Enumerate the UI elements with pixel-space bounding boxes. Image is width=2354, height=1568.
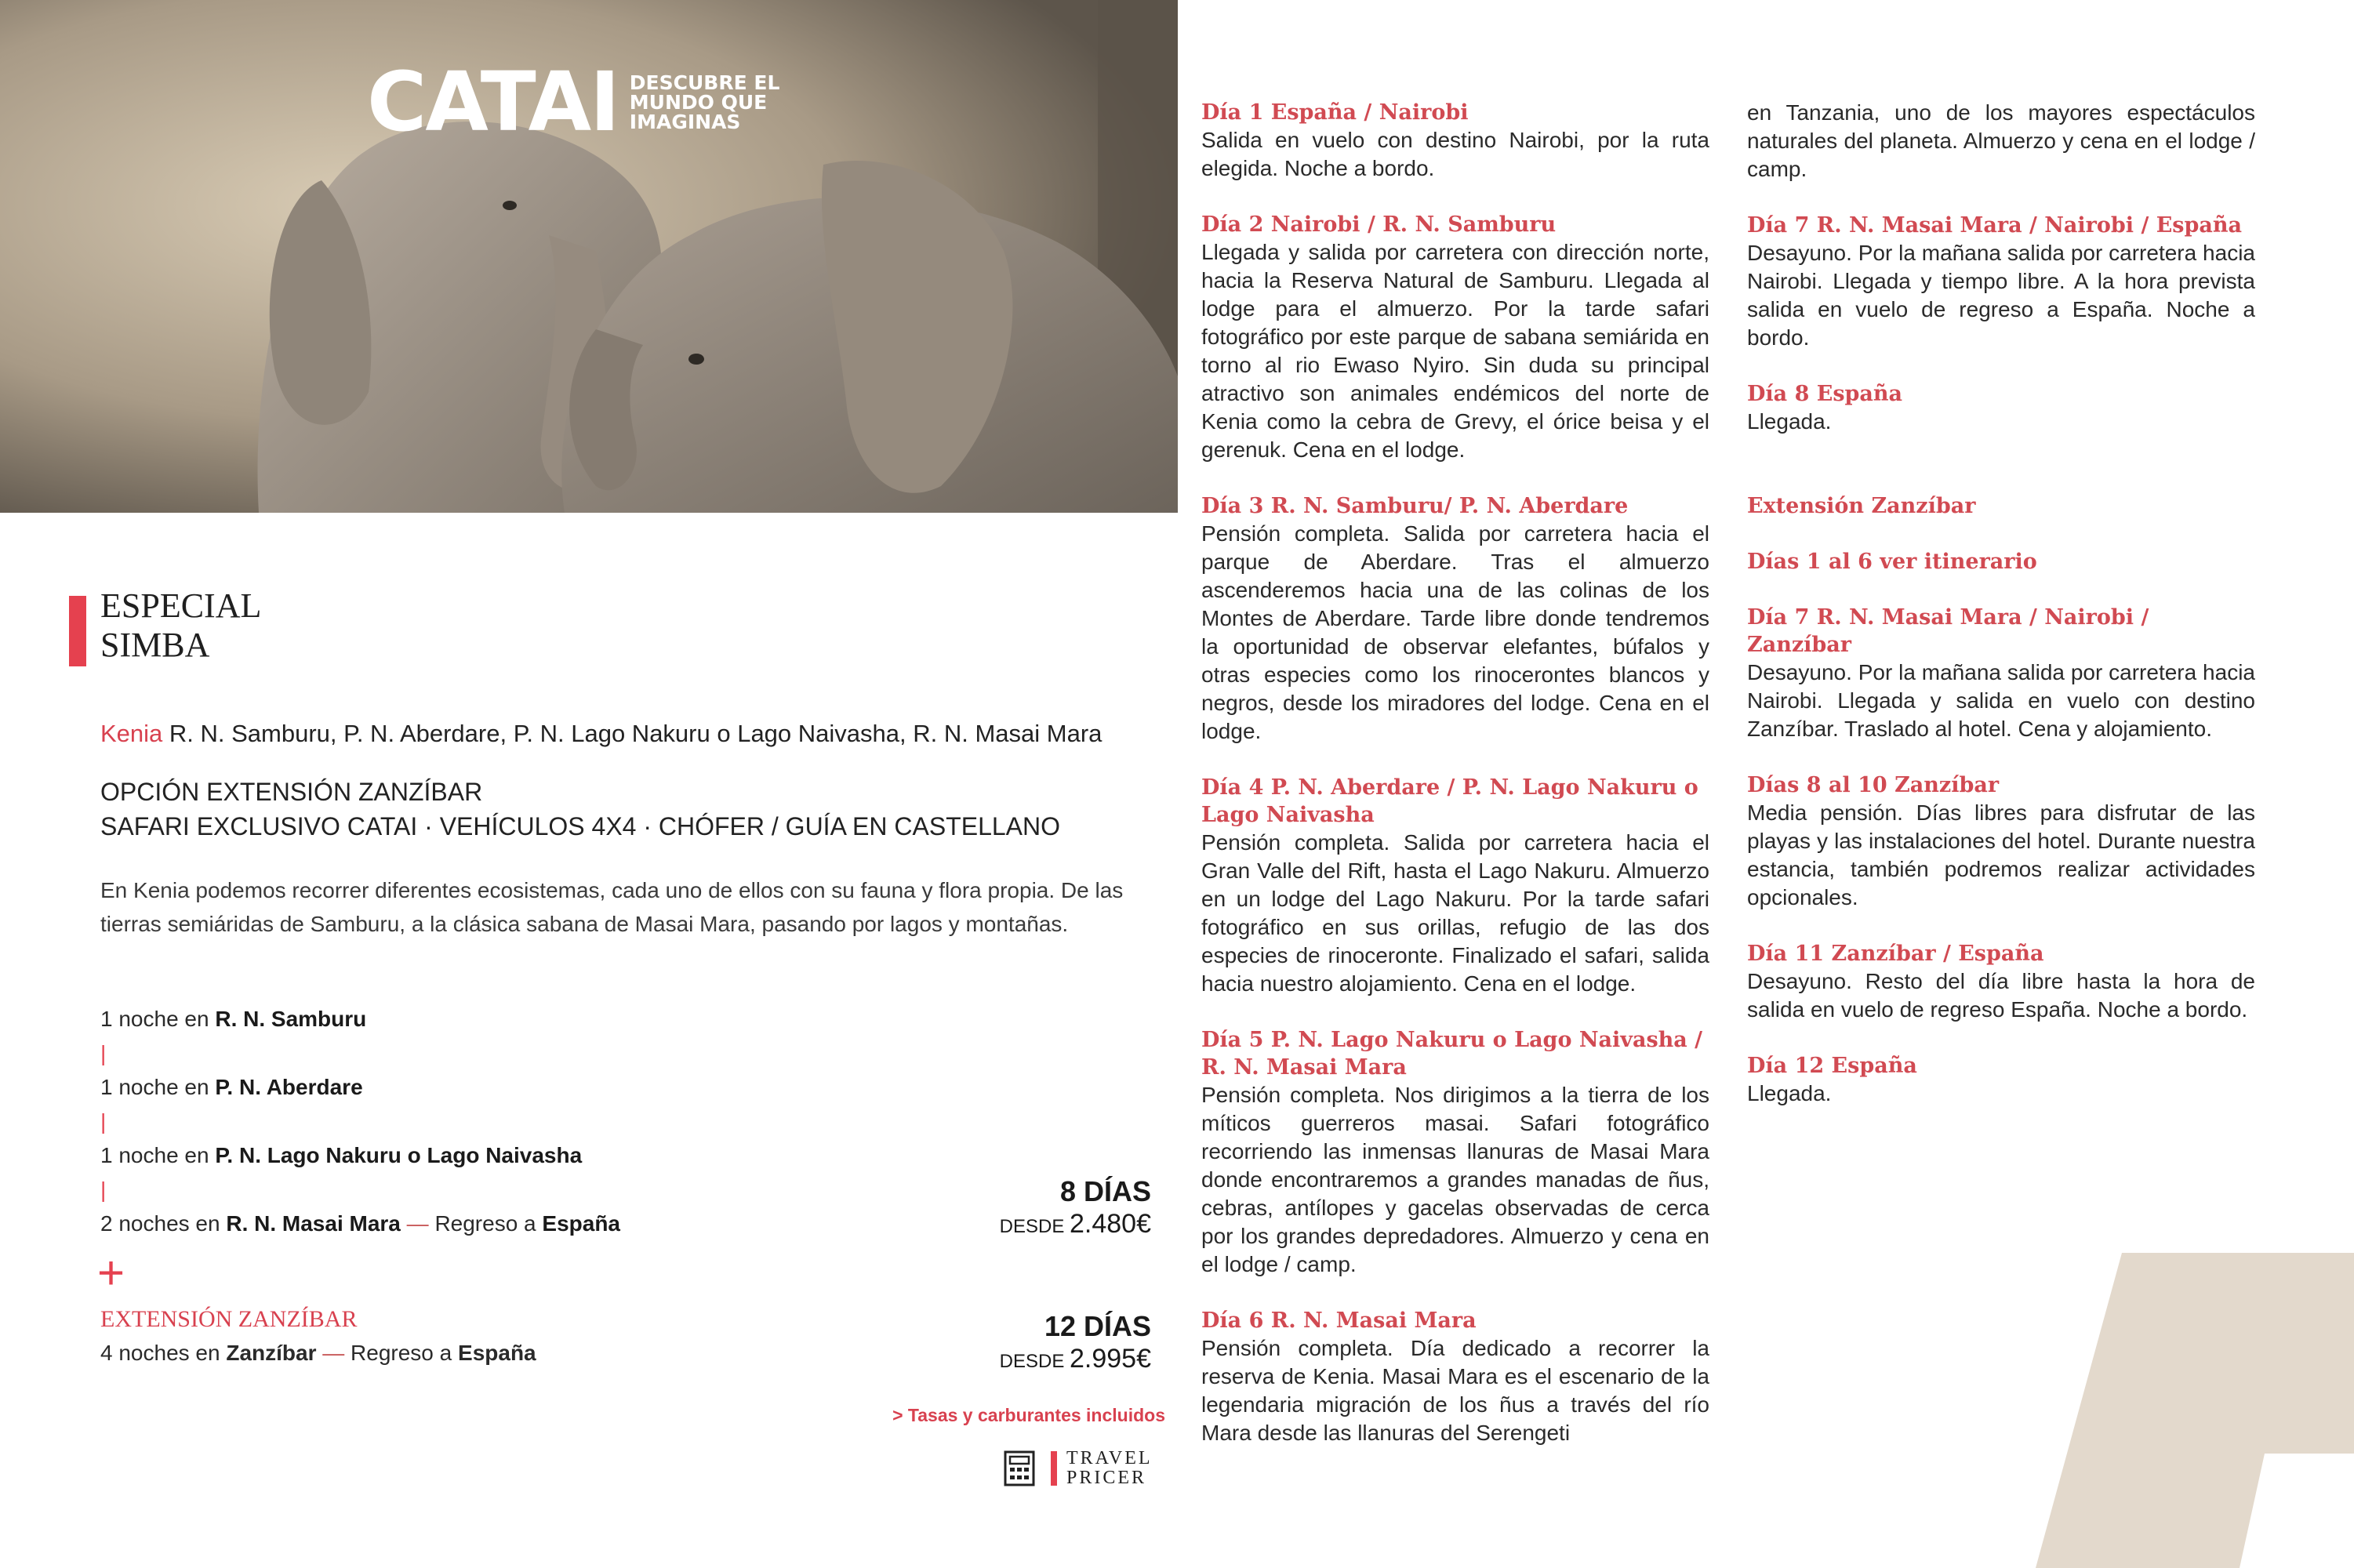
stay-separator: | (100, 1109, 107, 1134)
stay-prefix: 1 noche en (100, 1007, 216, 1031)
taxes-link[interactable]: > Tasas y carburantes incluidos (892, 1405, 1165, 1425)
itinerary-day (1747, 1052, 2255, 1108)
day-title: Día 6 R. N. Masai Mara (1201, 1308, 1477, 1333)
stay-dash: — (316, 1341, 351, 1365)
day-text: Pensión completa. Nos dirigimos a la tierra de los míticos guerreros masai. Safari fotográfico recorriendo las inmensas llanuras de Masai Mara donde encontraremos a grandes manadas de ñus, cebras, antílopes y gacelas observadas de cerca por los grandes depredadores. Almuerzo y cena en el lodge / camp. (1201, 1083, 1709, 1276)
price-block (1000, 1309, 1151, 1374)
day-title: Día 4 P. N. Aberdare / P. N. Lago Nakuru o Lago Naivasha (1201, 775, 1698, 827)
price-from: DESDE (999, 1216, 1070, 1237)
day-text: Llegada. (1747, 409, 1832, 434)
day-title: Día 8 España (1747, 382, 1903, 406)
itinerary-day (1201, 492, 1709, 746)
tagline-line: DESCUBRE EL (629, 71, 780, 94)
day-title: Día 11 Zanzíbar / España (1747, 942, 2044, 966)
stay-item (100, 1070, 620, 1105)
title-line: ESPECIAL (100, 586, 262, 625)
stay-place: R. N. Samburu (215, 1007, 367, 1031)
day-text: Pensión completa. Salida por carretera hacia el Gran Valle del Rift, hasta el Lago Nakuru. Almuerzo en un lodge del Lago Nakuru. Por la tarde safari fotográfico en sus orillas, refugio de las dos especies de rinoceronte. Finalizado el safari, salida hacia nuestro alojamiento. Cena en el lodge. (1201, 830, 1709, 996)
travel-pricer-logo (1004, 1449, 1153, 1488)
pricer-line: PRICER (1066, 1468, 1147, 1488)
day-text: Pensión completa. Salida por carretera hacia el parque de Aberdare. Tras el almuerzo ascenderemos hacia una de las colinas de los Montes de Aberdare. Tarde libre donde tendremos la oportunidad de observar elefantes, búfalos y otras especies como los rinocerontes blancos y negros, desde los miradores del lodge. Cena en el lodge. (1201, 521, 1709, 743)
day-title: Día 7 R. N. Masai Mara / Nairobi / España (1747, 213, 2242, 238)
catai-logo (367, 54, 794, 150)
stays-list (100, 1002, 620, 1241)
route-line (100, 720, 1102, 748)
stay-return: Regreso a (434, 1211, 543, 1236)
stay-item (100, 1207, 620, 1241)
itinerary-day (1201, 211, 1709, 464)
logo-wordmark: CATAI (367, 54, 619, 150)
day-title: Día 5 P. N. Lago Nakuru o Lago Naivasha / R. N. Masai Mara (1201, 1028, 1703, 1080)
day-title: Día 12 España (1747, 1054, 1917, 1078)
price-amount: 2.995€ (1070, 1344, 1151, 1374)
price-days: 12 DÍAS (1044, 1310, 1151, 1342)
plus-icon: + (97, 1247, 125, 1299)
option-line: SAFARI EXCLUSIVO CATAI · VEHÍCULOS 4X4 · CHÓFER / GUÍA EN CASTELLANO (100, 812, 1060, 840)
day-title: Día 1 España / Nairobi (1201, 100, 1469, 125)
stay-place: Zanzíbar (226, 1341, 317, 1365)
itinerary-day (1201, 1307, 1709, 1447)
itinerary-day (1747, 604, 2255, 743)
day-text: Desayuno. Resto del día libre hasta la hora de salida en vuelo de regreso España. Noche a bordo. (1747, 969, 2255, 1022)
itinerary-column-1 (1201, 99, 1709, 1475)
day-title: Extensión Zanzíbar (1747, 494, 1976, 518)
page-title (100, 586, 261, 665)
stay-item (100, 1138, 620, 1173)
itinerary-day (1747, 940, 2255, 1024)
route-country: Kenia (100, 720, 163, 747)
pricer-text (1066, 1449, 1153, 1488)
day-text-continuation: en Tanzania, uno de los mayores espectáculos naturales del planeta. Almuerzo y cena en el lodge / camp. (1747, 100, 2255, 181)
stay-place: P. N. Aberdare (215, 1075, 363, 1099)
pricer-line: TRAVEL (1066, 1448, 1153, 1468)
stay-item (100, 1002, 620, 1036)
stay-separator: | (100, 1178, 107, 1202)
day-title: Día 2 Nairobi / R. N. Samburu (1201, 212, 1557, 237)
day-text: Salida en vuelo con destino Nairobi, por la ruta elegida. Noche a bordo. (1201, 128, 1709, 180)
price-from: DESDE (999, 1351, 1070, 1372)
day-text: Pensión completa. Día dedicado a recorrer la reserva de Kenia. Masai Mara es el escenario de la legendaria migración de los ñus a través del río Mara desde las llanuras del Serengeti (1201, 1336, 1709, 1445)
option-lines (100, 775, 1060, 844)
day-title: Día 7 R. N. Masai Mara / Nairobi / Zanzíbar (1747, 605, 2149, 657)
title-accent-bar (69, 596, 86, 666)
extension-stay (100, 1341, 536, 1366)
decorative-shape (2036, 1253, 2354, 1568)
tagline-line: IMAGINAS (629, 110, 741, 133)
stay-separator: | (100, 1041, 107, 1065)
day-text: Llegada. (1747, 1081, 1832, 1105)
tagline-line: MUNDO QUE (629, 90, 768, 114)
extension-title: EXTENSIÓN ZANZÍBAR (100, 1306, 358, 1332)
itinerary-day (1747, 380, 2255, 436)
price-block (1000, 1174, 1151, 1240)
stay-destination: España (542, 1211, 621, 1236)
day-title: Días 1 al 6 ver itinerario (1747, 550, 2037, 574)
itinerary-day (1201, 1026, 1709, 1279)
stay-prefix: 4 noches en (100, 1341, 227, 1365)
stay-place: P. N. Lago Nakuru o Lago Naivasha (215, 1143, 583, 1167)
stay-prefix: 1 noche en (100, 1075, 216, 1099)
itinerary-day (1201, 774, 1709, 998)
stay-prefix: 2 noches en (100, 1211, 227, 1236)
day-text: Media pensión. Días libres para disfrutar de las playas y las instalaciones del hotel. Durante nuestra estancia, también podremos realizar actividades opcionales. (1747, 800, 2255, 909)
route-places: R. N. Samburu, P. N. Aberdare, P. N. Lago Nakuru o Lago Naivasha, R. N. Masai Mara (162, 720, 1103, 747)
itinerary-day (1201, 99, 1709, 183)
calculator-icon (1004, 1450, 1035, 1486)
day-text: Llegada y salida por carretera con dirección norte, hacia la Reserva Natural de Samburu. Llegada al lodge para el almuerzo. Por la tarde safari fotográfico por este parque de sabana semiárida en torno al rio Ewaso Nyiro. Sin duda su principal atractivo son animales endémicos del norte de Kenia como la cebra de Grevy, el órice beisa y el gerenuk. Cena en el lodge. (1201, 240, 1709, 462)
stay-return: Regreso a (351, 1341, 459, 1365)
day-text: Desayuno. Por la mañana salida por carretera hacia Nairobi. Llegada y tiempo libre. A la hora prevista salida en vuelo de regreso a España. Noche a bordo. (1747, 241, 2255, 350)
stay-destination: España (458, 1341, 536, 1365)
hero-image (0, 0, 1178, 513)
extension-heading (1747, 492, 2255, 520)
price-days: 8 DÍAS (1059, 1175, 1151, 1207)
itinerary-column-2 (1747, 99, 2255, 1136)
option-line: OPCIÓN EXTENSIÓN ZANZÍBAR (100, 778, 483, 806)
itinerary-day (1747, 771, 2255, 912)
stay-dash: — (400, 1211, 435, 1236)
day-title: Día 3 R. N. Samburu/ P. N. Aberdare (1201, 494, 1629, 518)
stay-place: R. N. Masai Mara (226, 1211, 401, 1236)
logo-tagline (630, 73, 794, 132)
title-line: SIMBA (100, 626, 210, 664)
itinerary-day (1747, 548, 2255, 575)
itinerary-day (1747, 212, 2255, 352)
day-text: Desayuno. Por la mañana salida por carretera hacia Nairobi. Llegada y salida en vuelo con destino Zanzíbar. Traslado al hotel. Cena y alojamiento. (1747, 660, 2255, 741)
intro-paragraph: En Kenia podemos recorrer diferentes ecosistemas, cada uno de ellos con su fauna y flora propia. De las tierras semiáridas de Samburu, a la clásica sabana de Masai Mara, pasando por lagos y montañas. (100, 878, 1124, 936)
pricer-accent-bar (1051, 1451, 1057, 1486)
price-amount: 2.480€ (1070, 1209, 1151, 1239)
day-title: Días 8 al 10 Zanzíbar (1747, 773, 2000, 797)
stay-prefix: 1 noche en (100, 1143, 216, 1167)
